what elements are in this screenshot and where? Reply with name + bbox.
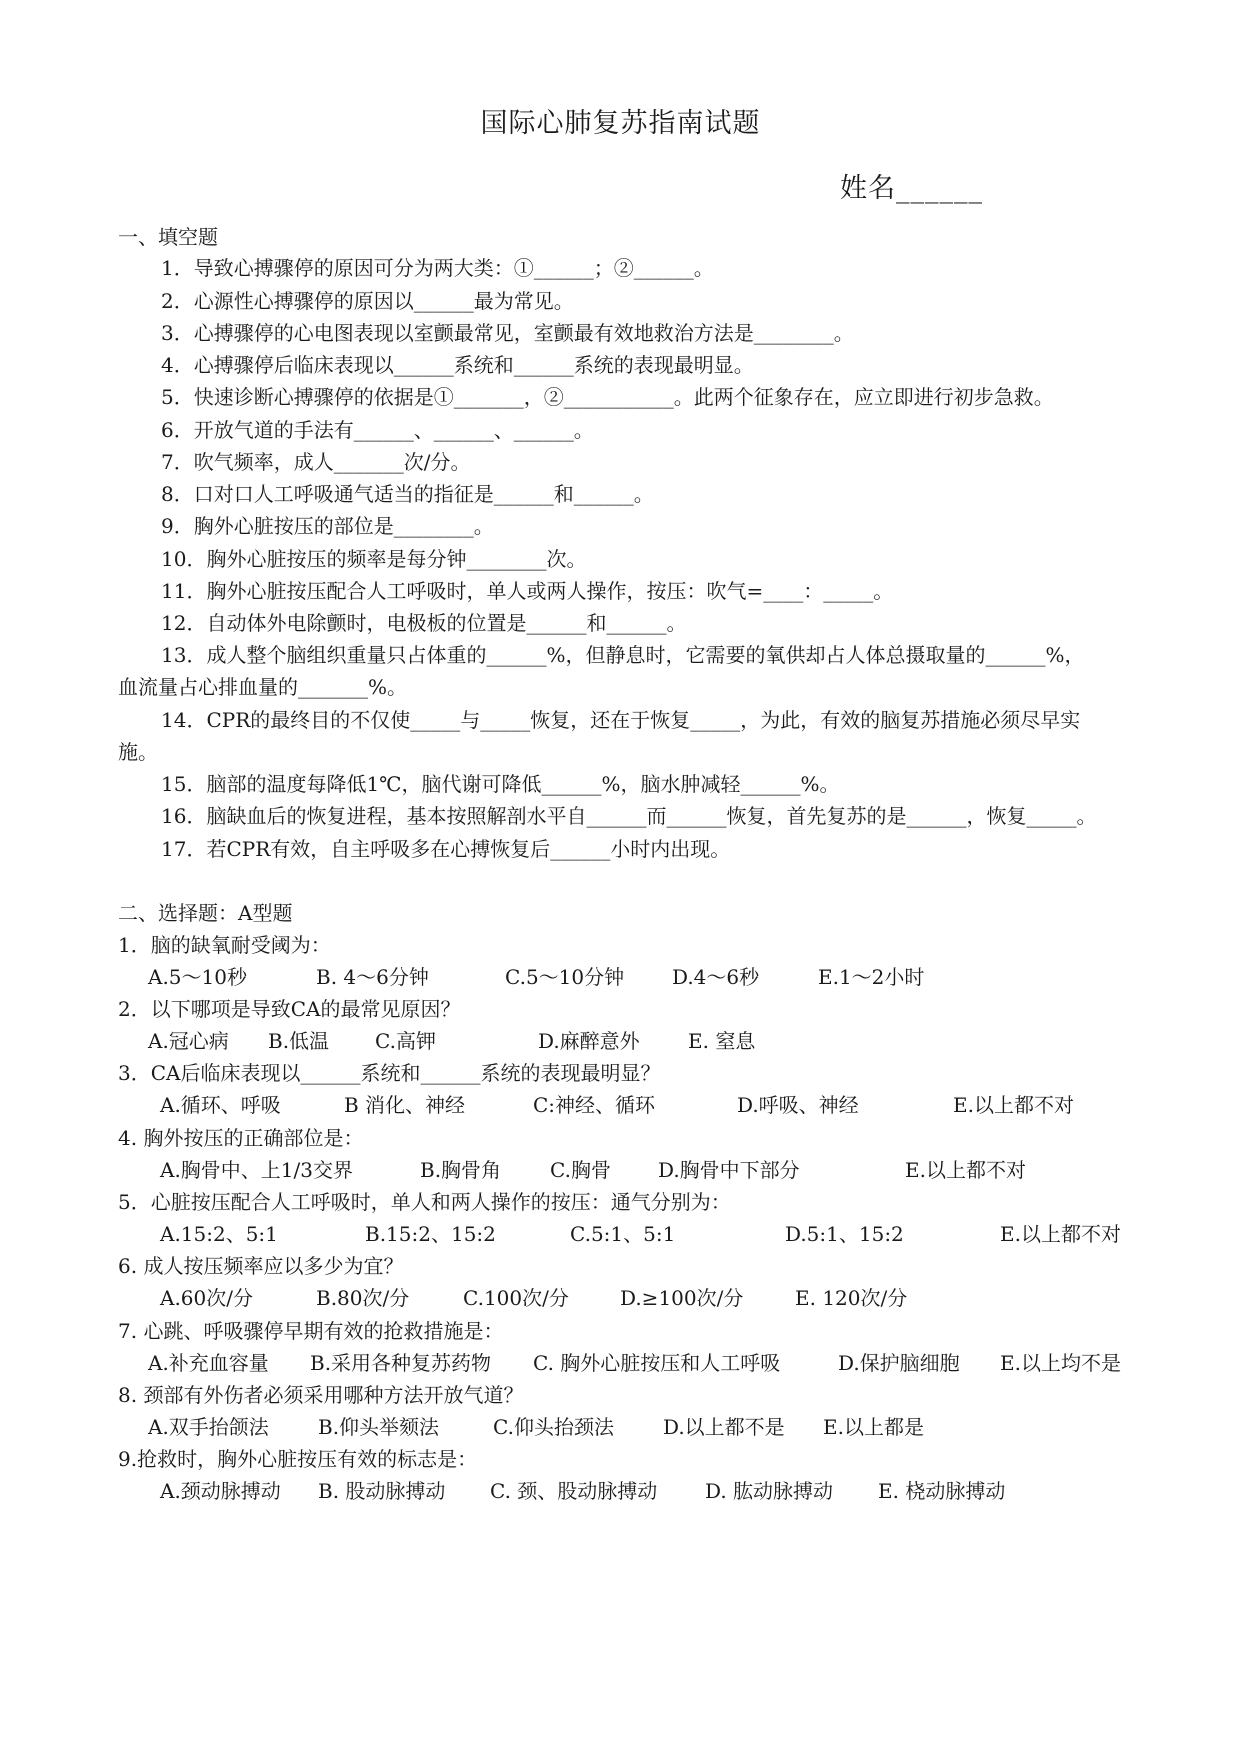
- choice-option-1b: B. 4～6分钟: [316, 965, 429, 989]
- choice-option-4b: B.胸骨角: [420, 1158, 502, 1182]
- fill-in-question-12: 12．自动体外电除颤时，电极板的位置是______和______。: [161, 611, 687, 635]
- choice-question-6: 6. 成人按压频率应以多少为宜？: [118, 1254, 404, 1278]
- choice-option-5c: C.5:1、5:1: [570, 1222, 676, 1246]
- choice-option-7a: A.补充血容量: [148, 1351, 269, 1375]
- choice-option-3e: E.以上都不对: [953, 1093, 1074, 1117]
- fill-in-question-6: 6．开放气道的手法有______、______、______。: [161, 418, 594, 442]
- choice-option-2e: E. 窒息: [688, 1029, 756, 1053]
- fill-in-question-13-continued: 血流量占心排血量的_______%。: [118, 675, 408, 699]
- choice-option-7e: E.以上均不是: [1000, 1351, 1121, 1375]
- choice-option-7d: D.保护脑细胞: [838, 1351, 960, 1375]
- choice-option-8c: C.仰头抬颈法: [493, 1415, 614, 1439]
- choice-option-2a: A.冠心病: [148, 1029, 229, 1053]
- choice-question-5: 5．心脏按压配合人工呼吸时，单人和两人操作的按压：通气分别为：: [118, 1190, 731, 1214]
- choice-option-8d: D.以上都不是: [663, 1415, 785, 1439]
- choice-option-1a: A.5～10秒: [148, 965, 247, 989]
- choice-option-6a: A.60次/分: [160, 1286, 253, 1310]
- choice-question-8: 8. 颈部有外伤者必须采用哪种方法开放气道？: [118, 1383, 524, 1407]
- fill-in-question-13: 13．成人整个脑组织重量只占体重的______%，但静息时，它需要的氧供却占人体总摄取量的______%，: [161, 643, 1085, 667]
- choice-option-5d: D.5:1、15:2: [785, 1222, 904, 1246]
- fill-in-question-8: 8．口对口人工呼吸通气适当的指征是______和______。: [161, 482, 654, 506]
- fill-in-question-7: 7．吹气频率，成人_______次/分。: [161, 450, 471, 474]
- choice-option-1c: C.5～10分钟: [505, 965, 625, 989]
- choice-option-6b: B.80次/分: [316, 1286, 410, 1310]
- fill-in-question-14-continued: 施。: [118, 740, 158, 764]
- choice-option-2d: D.麻醉意外: [538, 1029, 640, 1053]
- choice-option-9d: D. 肱动脉搏动: [705, 1479, 834, 1503]
- fill-in-question-4: 4．心搏骤停后临床表现以______系统和______系统的表现最明显。: [161, 353, 754, 377]
- fill-in-question-2: 2．心源性心搏骤停的原因以______最为常见。: [161, 289, 574, 313]
- choice-option-4e: E.以上都不对: [905, 1158, 1026, 1182]
- choice-question-1: 1．脑的缺氧耐受阈为：: [118, 933, 331, 957]
- fill-in-question-11: 11．胸外心脏按压配合人工呼吸时，单人或两人操作，按压：吹气=____：_____。: [161, 579, 894, 603]
- fill-in-question-17: 17．若CPR有效，自主呼吸多在心搏恢复后______小时内出现。: [161, 837, 731, 861]
- choice-question-9: 9.抢救时，胸外心脏按压有效的标志是：: [118, 1447, 478, 1471]
- choice-option-7c: C. 胸外心脏按压和人工呼吸: [533, 1351, 781, 1375]
- choice-option-4c: C.胸骨: [550, 1158, 611, 1182]
- choice-option-9c: C. 颈、股动脉搏动: [490, 1479, 658, 1503]
- choice-question-2: 2．以下哪项是导致CA的最常见原因？: [118, 997, 461, 1021]
- choice-option-2c: C.高钾: [375, 1029, 436, 1053]
- choice-question-3: 3．CA后临床表现以______系统和______系统的表现最明显？: [118, 1061, 661, 1085]
- choice-option-8a: A.双手抬颌法: [148, 1415, 269, 1439]
- fill-in-question-5: 5．快速诊断心搏骤停的依据是①_______，②___________。此两个征象存在，应立即进行初步急救。: [161, 385, 1054, 409]
- choice-option-3a: A.循环、呼吸: [160, 1093, 281, 1117]
- choice-option-5a: A.15:2、5:1: [160, 1222, 278, 1246]
- section-heading-fill-in: 一、填空题: [118, 225, 218, 249]
- choice-option-9b: B. 股动脉搏动: [318, 1479, 446, 1503]
- choice-option-3c: C:神经、循环: [533, 1093, 656, 1117]
- choice-option-3b: B 消化、神经: [344, 1093, 466, 1117]
- choice-question-4: 4. 胸外按压的正确部位是：: [118, 1126, 364, 1150]
- section-heading-choice: 二、选择题：A型题: [118, 901, 293, 925]
- choice-option-9e: E. 桡动脉搏动: [878, 1479, 1006, 1503]
- choice-question-7: 7. 心跳、呼吸骤停早期有效的抢救措施是：: [118, 1319, 504, 1343]
- choice-option-4d: D.胸骨中下部分: [658, 1158, 800, 1182]
- choice-option-6d: D.≥100次/分: [620, 1286, 744, 1310]
- choice-option-9a: A.颈动脉搏动: [160, 1479, 281, 1503]
- choice-option-1e: E.1～2小时: [818, 965, 925, 989]
- choice-option-2b: B.低温: [268, 1029, 330, 1053]
- choice-option-8e: E.以上都是: [823, 1415, 924, 1439]
- choice-option-3d: D.呼吸、神经: [737, 1093, 859, 1117]
- fill-in-question-14: 14．CPR的最终目的不仅使_____与_____恢复，还在于恢复_____，为此，有效的脑复苏措施必须尽早实: [161, 708, 1081, 732]
- choice-option-5b: B.15:2、15:2: [365, 1222, 496, 1246]
- choice-option-6c: C.100次/分: [463, 1286, 569, 1310]
- choice-option-4a: A.胸骨中、上1/3交界: [160, 1158, 353, 1182]
- choice-option-1d: D.4～6秒: [672, 965, 760, 989]
- choice-option-5e: E.以上都不对: [1000, 1222, 1121, 1246]
- fill-in-question-15: 15．脑部的温度每降低1℃，脑代谢可降低______%，脑水肿减轻______%。: [161, 772, 840, 796]
- fill-in-question-3: 3．心搏骤停的心电图表现以室颤最常见，室颤最有效地救治方法是________。: [161, 321, 854, 345]
- exam-title: 国际心肺复苏指南试题: [480, 108, 761, 139]
- choice-option-6e: E. 120次/分: [795, 1286, 908, 1310]
- fill-in-question-9: 9．胸外心脏按压的部位是________。: [161, 514, 494, 538]
- fill-in-question-16: 16．脑缺血后的恢复进程，基本按照解剖水平自______而______恢复，首先复苏的是______，恢复_____。: [161, 804, 1097, 828]
- choice-option-7b: B.采用各种复苏药物: [310, 1351, 492, 1375]
- name-field: 姓名______: [840, 173, 983, 204]
- fill-in-question-10: 10．胸外心脏按压的频率是每分钟________次。: [161, 547, 587, 571]
- fill-in-question-1: 1．导致心搏骤停的原因可分为两大类：①______；②______。: [161, 256, 714, 280]
- choice-option-8b: B.仰头举颏法: [318, 1415, 440, 1439]
